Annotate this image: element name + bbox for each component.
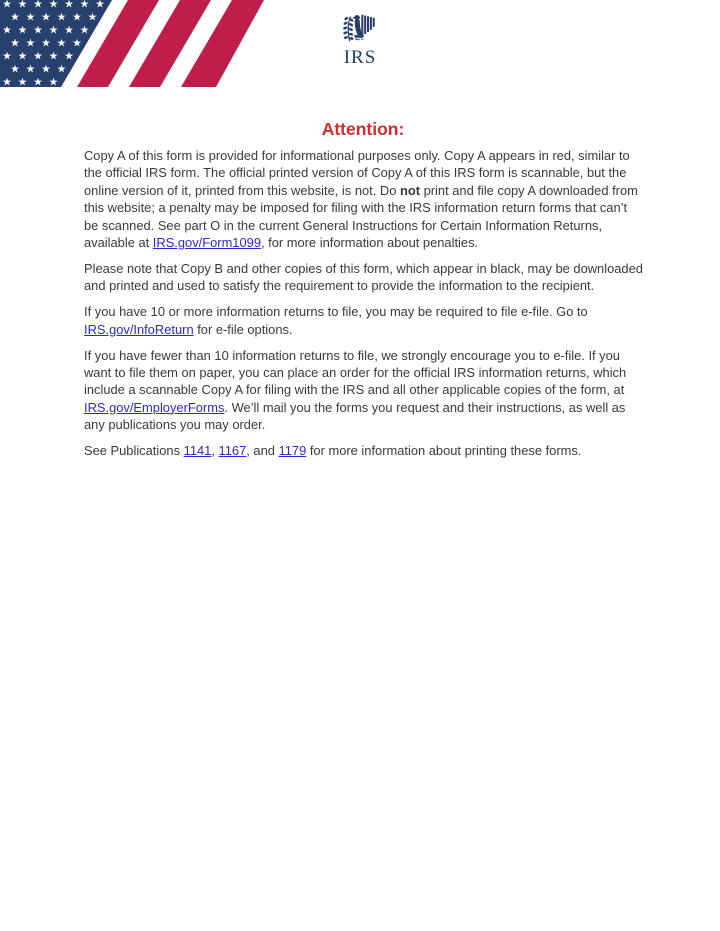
- link-irs-gov-employerforms[interactable]: IRS.gov/EmployerForms: [84, 399, 225, 415]
- text-segment: for e-file options.: [193, 321, 293, 337]
- link-publication-1141[interactable]: 1141: [183, 443, 212, 459]
- text-segment: See Publications: [84, 443, 184, 459]
- us-flag-graphic: [0, 0, 266, 87]
- text-segment: If you have 10 or more information returns to file, you may be required to file e-file. Go to: [84, 304, 588, 320]
- body-paragraph: [84, 347, 644, 434]
- text-segment: If you have fewer than 10 information returns to file, we strongly encourage you to e-file. If you want to file them on paper, you can place an order for the official IRS information returns, which include a scannable Copy A for filing with the IRS and all other applicable copies of the form, at: [84, 347, 627, 398]
- body-paragraph: [84, 303, 644, 338]
- text-segment: , for more information about penalties.: [260, 235, 479, 251]
- attention-heading: Attention:: [321, 119, 405, 139]
- text-segment: Copy A of this form is provided for informational purposes only. Copy A appears in red, similar to the official IRS form. The official printed version of Copy A of this IRS form is scannable, but the online version of it, printed from this website, is not. Do: [84, 148, 630, 198]
- flag-star-icon: [104, 13, 112, 21]
- link-publication-1179[interactable]: 1179: [278, 443, 307, 459]
- text-segment: for more information about printing these forms.: [306, 443, 582, 459]
- text-segment: not: [399, 182, 421, 198]
- body-paragraph: [84, 442, 644, 459]
- text-segment: Please note that Copy B and other copies of this form, which appear in black, may be downloaded and printed and used to satisfy the requirement to provide the information to the recipient.: [84, 260, 643, 294]
- irs-logo-wordmark: IRS: [343, 47, 377, 68]
- text-segment: , and: [246, 443, 279, 459]
- text-segment: print and file copy A downloaded from this website; a penalty may be imposed for filing with the IRS information return forms that can’t be scanned. See part O in the current General Instructions for Certain Information Returns, available at: [84, 182, 638, 251]
- us-flag-icon: [0, 0, 266, 87]
- flag-star-icon: [88, 39, 96, 47]
- flag-star-icon: [65, 78, 73, 86]
- body-paragraph: [84, 260, 644, 295]
- link-publication-1167[interactable]: 1167: [218, 443, 247, 459]
- flag-star-icon: [111, 0, 119, 8]
- flag-star-icon: [73, 65, 81, 73]
- irs-logo: [322, 11, 398, 67]
- link-irs-gov-inforeturn[interactable]: IRS.gov/InfoReturn: [84, 321, 194, 337]
- flag-star-icon: [96, 26, 104, 34]
- text-segment: ,: [211, 443, 219, 459]
- body-paragraph: [84, 147, 644, 251]
- link-irs-gov-form1099[interactable]: IRS.gov/Form1099: [152, 235, 261, 251]
- flag-star-icon: [80, 52, 88, 60]
- irs-eagle-icon: [341, 11, 379, 47]
- text-segment: . We’ll mail you the forms you request and their instructions, as well as any publications you may order.: [84, 399, 626, 433]
- body-text: [84, 147, 644, 468]
